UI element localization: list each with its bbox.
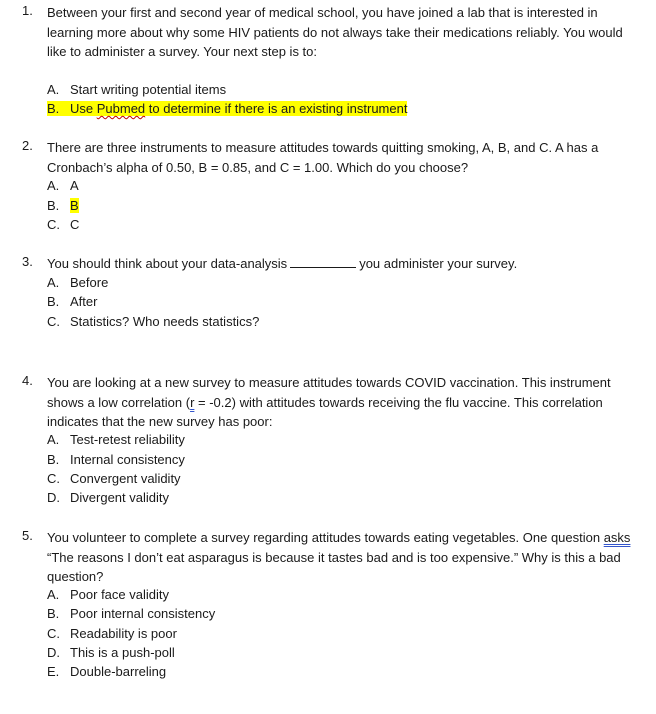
option-a[interactable] <box>47 273 108 292</box>
option-letter: C. <box>47 471 60 486</box>
option-text: Internal consistency <box>70 452 185 467</box>
option-c[interactable] <box>47 469 181 488</box>
option-c[interactable] <box>47 624 177 643</box>
question-number: 1. <box>22 3 33 18</box>
option-letter: A. <box>47 178 60 193</box>
option-text: Statistics? Who needs statistics? <box>70 314 260 329</box>
stem-text-post: you administer your survey. <box>359 256 518 271</box>
option-letter: D. <box>47 490 60 505</box>
question-stem: Between your first and second year of medical school, you have joined a lab that is interested in learning more about why some HIV patients do not always take their medications reliably. You would like to administer a survey. Your next step is to: <box>47 5 623 59</box>
spellcheck-word: Pubmed <box>96 101 146 116</box>
option-letter: C. <box>47 314 60 329</box>
stem-text-pre: You volunteer to complete a survey regarding attitudes towards eating vegetables. One question <box>47 530 604 545</box>
option-letter: D. <box>47 645 60 660</box>
option-b[interactable] <box>47 99 407 118</box>
option-text-pre: Use <box>70 101 97 116</box>
fill-in-blank <box>290 255 356 268</box>
option-d[interactable] <box>47 488 169 507</box>
option-letter: B. <box>47 198 60 213</box>
option-letter: B. <box>47 606 60 621</box>
option-a[interactable] <box>47 176 79 195</box>
option-a[interactable] <box>47 585 169 604</box>
option-text: After <box>70 294 98 309</box>
option-letter: A. <box>47 432 60 447</box>
option-text: Test-retest reliability <box>70 432 185 447</box>
option-letter: E. <box>47 664 60 679</box>
option-letter: A. <box>47 587 60 602</box>
option-text: Convergent validity <box>70 471 181 486</box>
option-b[interactable] <box>47 292 97 311</box>
grammar-mark-word: r <box>190 394 195 410</box>
question-number: 2. <box>22 138 33 153</box>
grammar-mark-word: asks <box>603 530 631 545</box>
question-stem: There are three instruments to measure attitudes towards quitting smoking, A, B, and C. A has a Cronbach’s alpha of 0.50, B = 0.85, and C = 1.00. Which do you choose? <box>47 140 599 175</box>
question-stem <box>47 254 637 274</box>
option-letter: B. <box>47 294 60 309</box>
option-text: Divergent validity <box>70 490 169 505</box>
question-stem <box>47 528 637 587</box>
option-letter: A. <box>47 275 60 290</box>
option-letter: C. <box>47 626 60 641</box>
option-c[interactable] <box>47 215 79 234</box>
stem-text-pre: You are looking at a new survey to measure attitudes towards COVID vaccination. This instrument shows a low correlation ( <box>47 375 611 410</box>
option-text: Double-barreling <box>70 664 167 679</box>
option-letter: C. <box>47 217 60 232</box>
option-text: C <box>70 217 80 232</box>
option-text-post: to determine if there is an existing instrument <box>145 101 408 116</box>
question-number: 3. <box>22 254 33 269</box>
question-number: 5. <box>22 528 33 543</box>
option-b[interactable] <box>47 196 79 215</box>
option-text: Poor internal consistency <box>70 606 216 621</box>
option-text: Readability is poor <box>70 626 177 641</box>
option-letter: A. <box>47 82 60 97</box>
option-text: Poor face validity <box>70 587 169 602</box>
question-number: 4. <box>22 373 33 388</box>
option-d[interactable] <box>47 643 175 662</box>
option-text: Before <box>70 275 109 290</box>
option-text: A <box>70 178 79 193</box>
question-stem <box>47 373 637 432</box>
option-text: Start writing potential items <box>70 82 227 97</box>
option-text: B <box>70 198 79 213</box>
option-b[interactable] <box>47 604 215 623</box>
option-e[interactable] <box>47 662 166 681</box>
option-a[interactable] <box>47 80 226 99</box>
option-a[interactable] <box>47 430 185 449</box>
stem-text-post: = -0.2) with attitudes towards receiving the flu vaccine. This correlation indicates that the new survey has poor: <box>47 394 603 429</box>
stem-text-pre: You should think about your data-analysis <box>47 256 288 271</box>
option-c[interactable] <box>47 312 259 331</box>
option-text: This is a push-poll <box>70 645 175 660</box>
option-letter: B. <box>47 452 60 467</box>
option-letter: B. <box>47 101 60 116</box>
option-b[interactable] <box>47 450 185 469</box>
stem-text-post: “The reasons I don’t eat asparagus is because it tastes bad and is too expensive.” Why is this a bad question? <box>47 549 621 584</box>
